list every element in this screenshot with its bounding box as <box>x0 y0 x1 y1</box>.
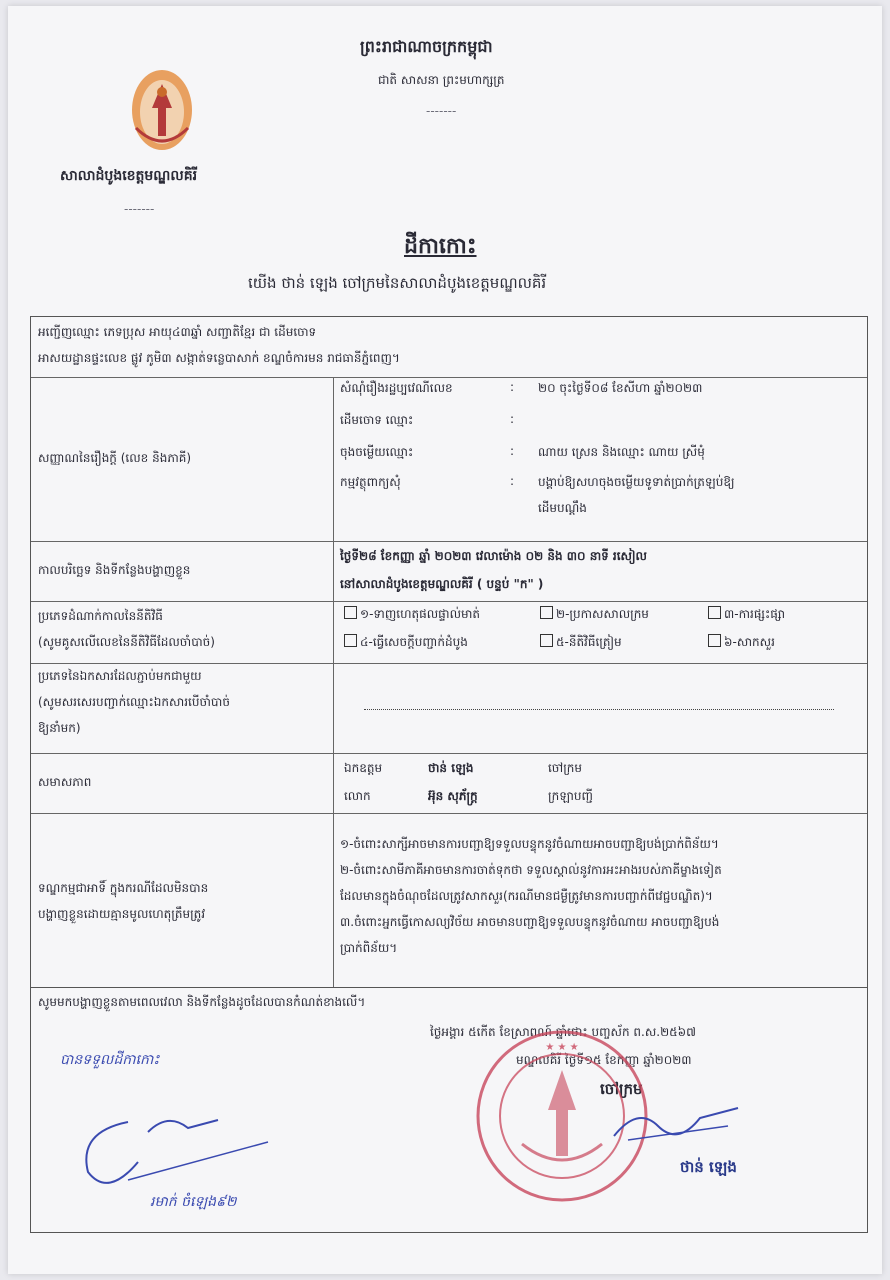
documents-label-3: ឱ្យនាំមក) <box>38 721 81 735</box>
file-number-label: សំណុំរឿងរដ្ឋប្បវេណីលេខ <box>340 381 453 395</box>
procedure-option-6: ៦-សាកសួរ <box>708 634 775 652</box>
lunar-date: ថ្ងៃអង្គារ ៥កើត ខែស្រាពណ៍ ឆ្នាំថោះ បញ្ចស័ក ព.ស.២៥៦៧ <box>430 1025 696 1039</box>
checkbox-icon <box>344 634 357 647</box>
document-title: ដីកាកោះ <box>404 234 477 259</box>
party-line-2: អាសយដ្ឋានផ្ទះលេខ ផ្លូវ ភូមិ៣ សង្កាត់ទន្លេបាសាក់ ខណ្ឌចំការមន រាជធានីភ្នំពេញ។ <box>38 351 400 365</box>
court-name: សាលាដំបូងខេត្តមណ្ឌលគិរី <box>60 168 198 184</box>
consequence-line-4: ៣.ចំពោះអ្នកធ្វើកោសល្យវិច័យ អាចមានបញ្ជាឱ្យទទួលបន្ទុកនូវចំណាយ អាចបញ្ជាឱ្យបង់ <box>340 915 720 929</box>
clerk-name: អ៊ុន សុភ័ក្ត្រ <box>428 789 478 803</box>
panel-label: សមាសភាព <box>38 775 92 789</box>
appearance-place: នៅសាលាដំបូងខេត្តមណ្ឌលគិរី ( បន្ទប់ "ក" ) <box>340 577 544 591</box>
documents-label-2: (សូមសរសេរបញ្ជាក់ឈ្មោះឯកសារបើចាំបាច់ <box>38 695 230 709</box>
procedure-label-1: ប្រភេទដំណាក់កាលនៃនីតិវិធី <box>38 609 163 623</box>
procedure-option-5: ៥-នីតិវិធីត្រៀម <box>540 634 622 652</box>
procedure-option-1: ១-ទាញហេតុផលផ្ទាល់មាត់ <box>344 606 480 624</box>
motto-separator: ------- <box>426 104 457 118</box>
documents-label-1: ប្រភេទនៃឯកសារដែលភ្ជាប់មកជាមួយ <box>38 669 202 683</box>
judge-name: ថាន់ ឡេង <box>428 761 474 775</box>
consequence-line-2: ២-ចំពោះសាមីភាគីអាចមានការចាត់ទុកថា ទទួលស្គាល់នូវការអះអាងរបស់ភាគីម្ខាងទៀត <box>340 863 722 877</box>
procedure-label-2: (សូមគូសលើលេខនៃនីតិវិធីដែលចាំបាច់) <box>38 635 215 649</box>
handwritten-name: រមាក់ ចំឡេង៩២ <box>150 1194 237 1210</box>
consequence-line-1: ១-ចំពោះសាក្សីអាចមានការបញ្ជាឱ្យទទួលបន្ទុកនូវចំណាយអាចបញ្ជាឱ្យបង់ប្រាក់ពិន័យ។ <box>340 837 719 851</box>
file-number-value: ២០ ចុះថ្ងៃទី០៨ ខែសីហា ឆ្នាំ២០២៣ <box>538 381 703 395</box>
solar-date: មណ្ឌលគិរី ថ្ងៃទី១៥ ខែកញ្ញា ឆ្នាំ២០២៣ <box>516 1053 692 1067</box>
consequence-line-3: ដែលមានក្នុងចំណុចដែលត្រូវសាកសួរ(ករណីមានជម្ងឺត្រូវមានការបញ្ជាក់ពីវេជ្ជបណ្ឌិត)។ <box>340 889 713 903</box>
handwritten-receipt: បានទទួលដីកាកោះ <box>60 1052 160 1068</box>
judge-title: ឯកឧត្តម <box>344 761 383 775</box>
case-label: សញ្ញាណនៃរឿងក្តី (លេខ និងភាគី) <box>38 451 192 465</box>
judge-signature <box>608 1096 748 1156</box>
colon-2: : <box>510 412 515 426</box>
intro-line: យើង ថាន់ ឡេង ចៅក្រមនៃសាលាដំបូងខេត្តមណ្ឌលគិរី <box>248 274 547 292</box>
checkbox-icon <box>708 606 721 619</box>
claim-value-2: ដើមបណ្ដឹង <box>538 501 587 515</box>
summons-document <box>8 6 882 1274</box>
claim-value-1: បង្គាប់ឱ្យសហចុងចម្លើយទូទាត់ប្រាក់ត្រឡប់ឱ្យ <box>538 475 735 489</box>
checkbox-icon <box>540 606 553 619</box>
appearance-request: សូមមកបង្ហាញខ្លួនតាមពេលវេលា និងទីកន្លែងដូចដែលបានកំណត់ខាងលើ។ <box>38 995 366 1009</box>
documents-blank-line <box>364 709 834 710</box>
recipient-signature <box>68 1102 288 1202</box>
clerk-role: ក្រឡាបញ្ជី <box>548 789 593 803</box>
colon-3: : <box>510 444 515 458</box>
party-line-1: អញ្ជើញឈ្មោះ ភេទប្រុស អាយុ៤៣ឆ្នាំ សញ្ជាតិខ្មែរ ជា ដើមចោទ <box>38 325 317 339</box>
kingdom-title: ព្រះរាជាណាចក្រកម្ពុជា <box>360 37 493 56</box>
consequence-line-5: ប្រាក់ពិន័យ។ <box>340 941 398 955</box>
colon-1: : <box>510 380 515 394</box>
signer-title: ចៅក្រម <box>600 1080 643 1098</box>
signer-name: ថាន់ ឡេង <box>680 1158 737 1176</box>
defendant-label: ចុងចម្លើយឈ្មោះ <box>340 445 414 459</box>
court-separator: ------- <box>124 202 155 216</box>
procedure-option-4: ៤-ធ្វើសេចក្ដីបញ្ជាក់ដំបូង <box>344 634 468 652</box>
plaintiff-label: ដើមចោទ ឈ្មោះ <box>340 413 414 427</box>
checkbox-icon <box>708 634 721 647</box>
appearance-time: ថ្ងៃទី២៨ ខែកញ្ញា ឆ្នាំ ២០២៣ វេលាម៉ោង ០២ និង ៣០ នាទី រសៀល <box>340 549 647 563</box>
court-emblem-logo <box>126 58 198 154</box>
procedure-option-2: ២-ប្រកាសសាលក្រម <box>540 606 649 624</box>
defendant-value: ណាយ ស្រេន និងឈ្មោះ ណាយ ស្រីមុំ <box>538 445 705 459</box>
colon-4: : <box>510 474 515 488</box>
procedure-option-3: ៣-ការផ្សះផ្សា <box>708 606 785 624</box>
consequences-label-2: បង្ហាញខ្លួនដោយគ្មានមូលហេតុត្រឹមត្រូវ <box>38 907 206 921</box>
consequences-label-1: ទណ្ឌកម្មជាអាទិ៍ ក្នុងករណីដែលមិនបាន <box>38 881 209 895</box>
national-motto: ជាតិ សាសនា ព្រះមហាក្សត្រ <box>378 73 505 87</box>
judge-role: ចៅក្រម <box>548 761 583 775</box>
svg-text:★ ★ ★: ★ ★ ★ <box>545 1042 579 1053</box>
clerk-title: លោក <box>344 789 371 803</box>
claim-label: កម្មវត្ថុពាក្យសុំ <box>340 475 401 489</box>
checkbox-icon <box>540 634 553 647</box>
checkbox-icon <box>344 606 357 619</box>
appearance-label: កាលបរិច្ឆេទ និងទីកន្លែងបង្ហាញខ្លួន <box>38 563 191 577</box>
